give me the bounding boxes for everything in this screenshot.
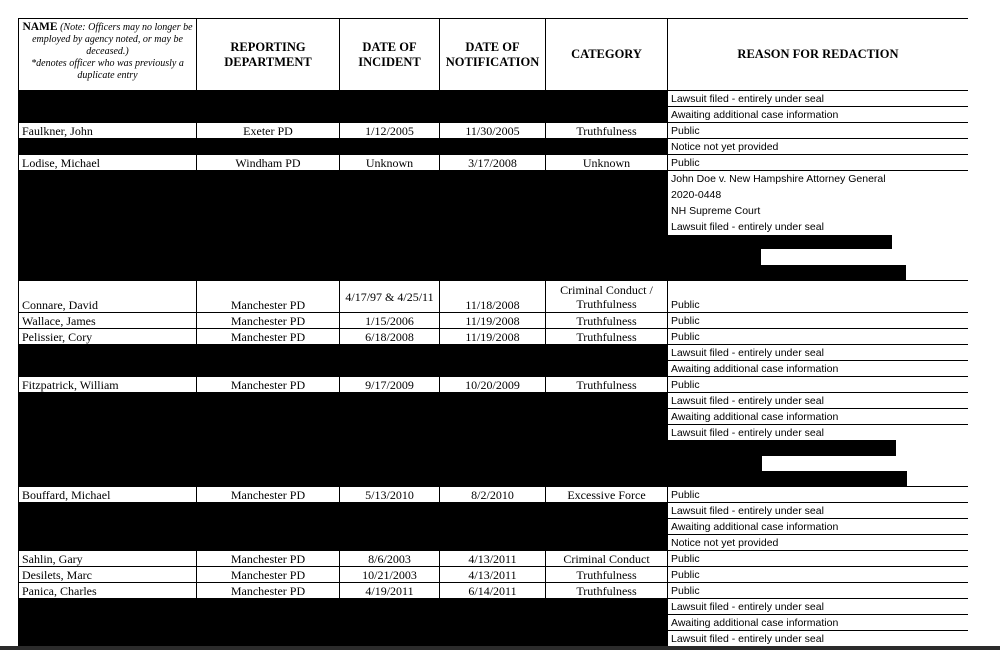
reason-line: Lawsuit filed - entirely under seal — [671, 427, 824, 439]
department-cell: Exeter PD — [197, 123, 340, 139]
redaction-bar — [668, 249, 761, 265]
reason-cell: Lawsuit filed - entirely under seal — [668, 631, 969, 647]
name-header-note2: *denotes officer who was previously a duplicate entry — [31, 58, 184, 81]
name-cell: Faulkner, John — [19, 123, 197, 139]
incident-cell: 4/17/97 & 4/25/11 — [340, 281, 440, 313]
header-row — [19, 19, 969, 91]
department-cell: Manchester PD — [197, 313, 340, 329]
name-cell: Lodise, Michael — [19, 155, 197, 171]
redacted-block — [19, 503, 668, 551]
name-cell: Pelissier, Cory — [19, 329, 197, 345]
viewer-bottom-edge — [0, 646, 1000, 650]
redaction-bar — [668, 440, 896, 456]
reason-header: REASON FOR REDACTION — [668, 19, 969, 91]
table-row — [19, 155, 969, 171]
notification-cell: 4/13/2011 — [440, 567, 546, 583]
name-cell: Sahlin, Gary — [19, 551, 197, 567]
table-row — [19, 393, 969, 409]
reason-line: NH Supreme Court — [671, 205, 761, 217]
reason-cell: Public — [668, 329, 969, 345]
notification-cell: 3/17/2008 — [440, 155, 546, 171]
table-row — [19, 139, 969, 155]
category-header: CATEGORY — [546, 19, 668, 91]
reason-cell: Awaiting additional case information — [668, 615, 969, 631]
incident-cell: 5/13/2010 — [340, 487, 440, 503]
reason-cell: Awaiting additional case information — [668, 361, 969, 377]
reason-cell: Lawsuit filed - entirely under seal — [668, 599, 969, 615]
redacted-block — [19, 139, 668, 155]
incident-cell: 1/15/2006 — [340, 313, 440, 329]
notification-cell: 4/13/2011 — [440, 551, 546, 567]
department-cell: Manchester PD — [197, 487, 340, 503]
category-cell: Truthfulness — [546, 583, 668, 599]
reason-cell: Awaiting additional case information — [668, 409, 969, 425]
table-row — [19, 503, 969, 519]
department-cell: Manchester PD — [197, 377, 340, 393]
table-row — [19, 567, 969, 583]
reason-cell: Lawsuit filed - entirely under seal — [668, 91, 969, 107]
department-cell: Manchester PD — [197, 551, 340, 567]
reason-line: John Doe v. New Hampshire Attorney General — [671, 173, 886, 185]
name-cell: Panica, Charles — [19, 583, 197, 599]
category-cell: Truthfulness — [546, 567, 668, 583]
reason-cell: Awaiting additional case information — [668, 519, 969, 535]
incident-cell: 10/21/2003 — [340, 567, 440, 583]
reason-cell: Notice not yet provided — [668, 535, 969, 551]
table-row — [19, 345, 969, 361]
name-header-note: (Note: Officers may no longer be employed by agency noted, or may be deceased.) — [32, 22, 193, 57]
notification-cell: 11/18/2008 — [440, 281, 546, 313]
reason-cell: Public — [668, 281, 969, 313]
redaction-table — [18, 18, 968, 647]
category-cell: Truthfulness — [546, 377, 668, 393]
table-row — [19, 329, 969, 345]
reason-line: Lawsuit filed - entirely under seal — [671, 221, 824, 233]
table-row — [19, 171, 969, 281]
department-header: REPORTING DEPARTMENT — [197, 19, 340, 91]
table-row — [19, 313, 969, 329]
reason-cell: Public — [668, 313, 969, 329]
table-row — [19, 583, 969, 599]
redaction-bar — [668, 235, 892, 249]
reason-cell: Notice not yet provided — [668, 139, 969, 155]
reason-cell: Public — [668, 487, 969, 503]
notification-cell: 6/14/2011 — [440, 583, 546, 599]
category-cell: Criminal Conduct — [546, 551, 668, 567]
table-row — [19, 281, 969, 313]
category-cell: Truthfulness — [546, 123, 668, 139]
table-row — [19, 123, 969, 139]
incident-header: DATE OF INCIDENT — [340, 19, 440, 91]
department-cell: Manchester PD — [197, 329, 340, 345]
incident-cell: 9/17/2009 — [340, 377, 440, 393]
table-row — [19, 551, 969, 567]
table-row — [19, 487, 969, 503]
category-cell: Excessive Force — [546, 487, 668, 503]
reason-cell: Public — [668, 551, 969, 567]
notification-cell: 10/20/2009 — [440, 377, 546, 393]
redacted-block — [19, 393, 668, 487]
reason-cell: Lawsuit filed - entirely under seal — [668, 393, 969, 409]
table-row — [19, 599, 969, 615]
reason-cell: Public — [668, 583, 969, 599]
incident-cell: 4/19/2011 — [340, 583, 440, 599]
notification-cell: 11/30/2005 — [440, 123, 546, 139]
name-cell: Bouffard, Michael — [19, 487, 197, 503]
incident-cell: 8/6/2003 — [340, 551, 440, 567]
incident-cell: 6/18/2008 — [340, 329, 440, 345]
reason-cell: Public — [668, 567, 969, 583]
reason-cell: Public — [668, 123, 969, 139]
incident-cell: Unknown — [340, 155, 440, 171]
name-header-title: NAME — [22, 21, 58, 33]
redacted-block — [19, 345, 668, 377]
reason-cell — [668, 171, 969, 281]
notification-header: DATE OF NOTIFICATION — [440, 19, 546, 91]
reason-cell: Public — [668, 155, 969, 171]
reason-cell: Public — [668, 377, 969, 393]
reason-cell — [668, 425, 969, 487]
document-page — [18, 18, 968, 650]
name-cell: Fitzpatrick, William — [19, 377, 197, 393]
name-cell: Desilets, Marc — [19, 567, 197, 583]
redaction-bar — [668, 265, 906, 281]
department-cell: Manchester PD — [197, 567, 340, 583]
table-row — [19, 91, 969, 107]
category-cell: Criminal Conduct / Truthfulness — [546, 281, 668, 313]
name-cell: Wallace, James — [19, 313, 197, 329]
redaction-bar — [668, 471, 907, 487]
reason-cell: Lawsuit filed - entirely under seal — [668, 503, 969, 519]
name-header — [19, 19, 197, 91]
category-cell: Unknown — [546, 155, 668, 171]
incident-cell: 1/12/2005 — [340, 123, 440, 139]
reason-cell: Awaiting additional case information — [668, 107, 969, 123]
notification-cell: 8/2/2010 — [440, 487, 546, 503]
reason-cell: Lawsuit filed - entirely under seal — [668, 345, 969, 361]
department-cell: Manchester PD — [197, 583, 340, 599]
category-cell: Truthfulness — [546, 313, 668, 329]
department-cell: Manchester PD — [197, 281, 340, 313]
department-cell: Windham PD — [197, 155, 340, 171]
redaction-bar — [668, 456, 762, 471]
redacted-block — [19, 599, 668, 647]
notification-cell: 11/19/2008 — [440, 313, 546, 329]
redacted-block — [19, 171, 668, 281]
redacted-block — [19, 91, 668, 123]
reason-line: 2020-0448 — [671, 189, 722, 201]
table-row — [19, 377, 969, 393]
notification-cell: 11/19/2008 — [440, 329, 546, 345]
category-cell: Truthfulness — [546, 329, 668, 345]
name-cell: Connare, David — [19, 281, 197, 313]
